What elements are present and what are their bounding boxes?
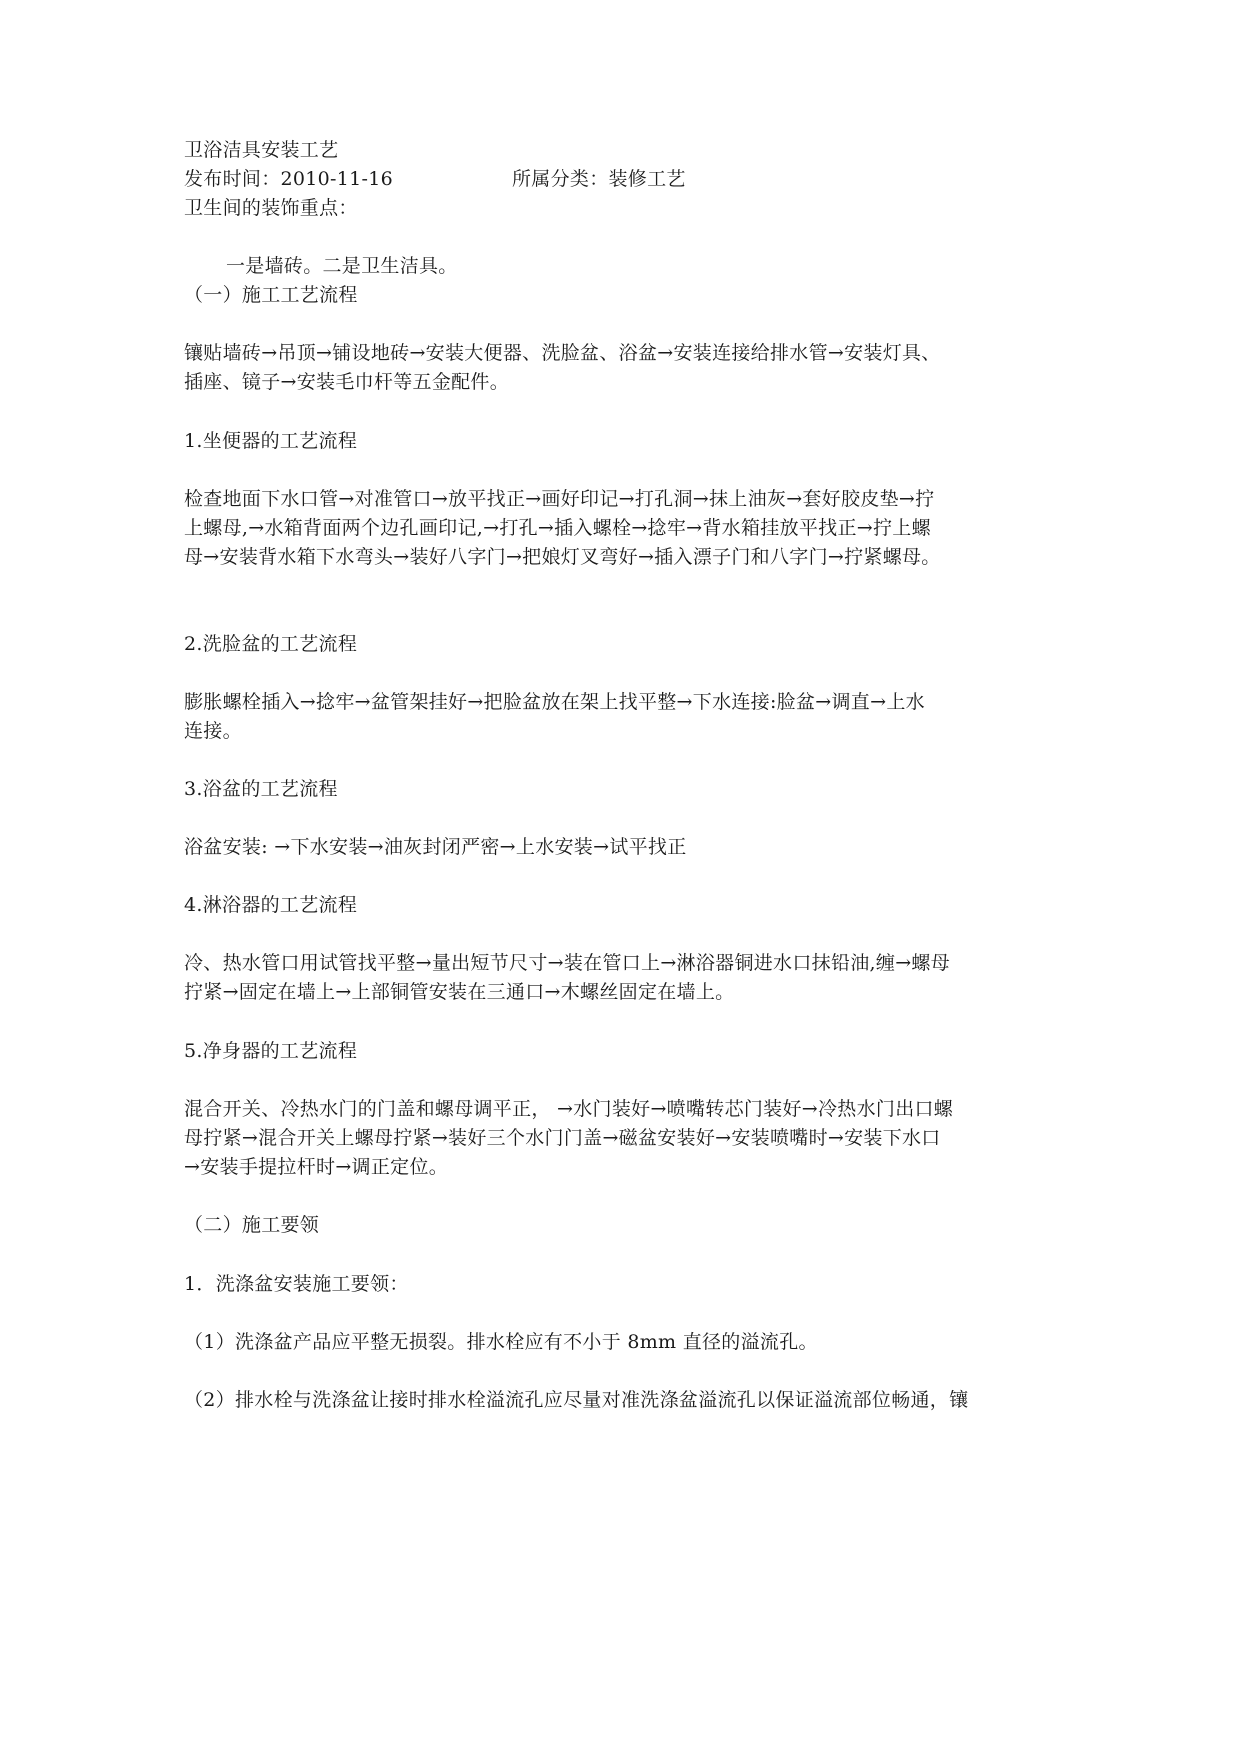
subsection-heading: 1.坐便器的工艺流程 — [184, 430, 358, 452]
subsection-heading: 5.净身器的工艺流程 — [184, 1040, 358, 1062]
category-label: 所属分类：装修工艺 — [512, 168, 686, 190]
section-heading: （一）施工工艺流程 — [184, 284, 358, 306]
subsection-heading: 4.淋浴器的工艺流程 — [184, 894, 358, 916]
paragraph-line: 混合开关、冷热水门的门盖和螺母调平正， →水门装好→喷嘴转芯门装好→冷热水门出口螺 — [184, 1098, 954, 1120]
section-heading: （二）施工要领 — [184, 1214, 320, 1236]
paragraph-line: 浴盆安装: →下水安装→油灰封闭严密→上水安装→试平找正 — [184, 836, 687, 858]
paragraph-line: 膨胀螺栓插入→捻牢→盆管架挂好→把脸盆放在架上找平整→下水连接:脸盆→调直→上水 — [184, 691, 925, 713]
paragraph-line: 母→安装背水箱下水弯头→装好八字门→把娘灯叉弯好→插入漂子门和八字门→拧紧螺母。 — [184, 546, 941, 568]
list-item: （2）排水栓与洗涤盆让接时排水栓溢流孔应尽量对准洗涤盆溢流孔以保证溢流部位畅通，镶 — [184, 1389, 969, 1411]
paragraph-line: 母拧紧→混合开关上螺母拧紧→装好三个水门门盖→磁盆安装好→安装喷嘴时→安装下水口 — [184, 1127, 941, 1149]
paragraph-line: 上螺母,→水箱背面两个边孔画印记,→打孔→插入螺栓→捻牢→背水箱挂放平找正→拧上螺 — [184, 517, 931, 539]
paragraph-line: 插座、镜子→安装毛巾杆等五金配件。 — [184, 371, 510, 393]
paragraph-line: 镶贴墙砖→吊顶→铺设地砖→安装大便器、洗脸盆、浴盆→安装连接给排水管→安装灯具、 — [184, 342, 941, 364]
paragraph-line: 连接。 — [184, 720, 242, 742]
intro-text: 一是墙砖。二是卫生洁具。 — [226, 255, 458, 277]
subsection-heading: 1．洗涤盆安装施工要领： — [184, 1273, 409, 1295]
subsection-heading: 3.浴盆的工艺流程 — [184, 778, 338, 800]
subsection-heading: 2.洗脸盆的工艺流程 — [184, 633, 358, 655]
intro-heading: 卫生间的装饰重点： — [184, 197, 358, 219]
paragraph-line: 检查地面下水口管→对准管口→放平找正→画好印记→打孔洞→抹上油灰→套好胶皮垫→拧 — [184, 488, 935, 510]
publish-date: 发布时间：2010-11-16 — [184, 168, 394, 190]
paragraph-line: →安装手提拉杆时→调正定位。 — [184, 1156, 449, 1178]
paragraph-line: 拧紧→固定在墙上→上部铜管安装在三通口→木螺丝固定在墙上。 — [184, 981, 735, 1003]
paragraph-line: 冷、热水管口用试管找平整→量出短节尺寸→装在管口上→淋浴器铜进水口抹铅油,缠→螺母 — [184, 952, 951, 974]
list-item: （1）洗涤盆产品应平整无损裂。排水栓应有不小于 8mm 直径的溢流孔。 — [184, 1331, 818, 1353]
document-title: 卫浴洁具安装工艺 — [184, 139, 339, 161]
